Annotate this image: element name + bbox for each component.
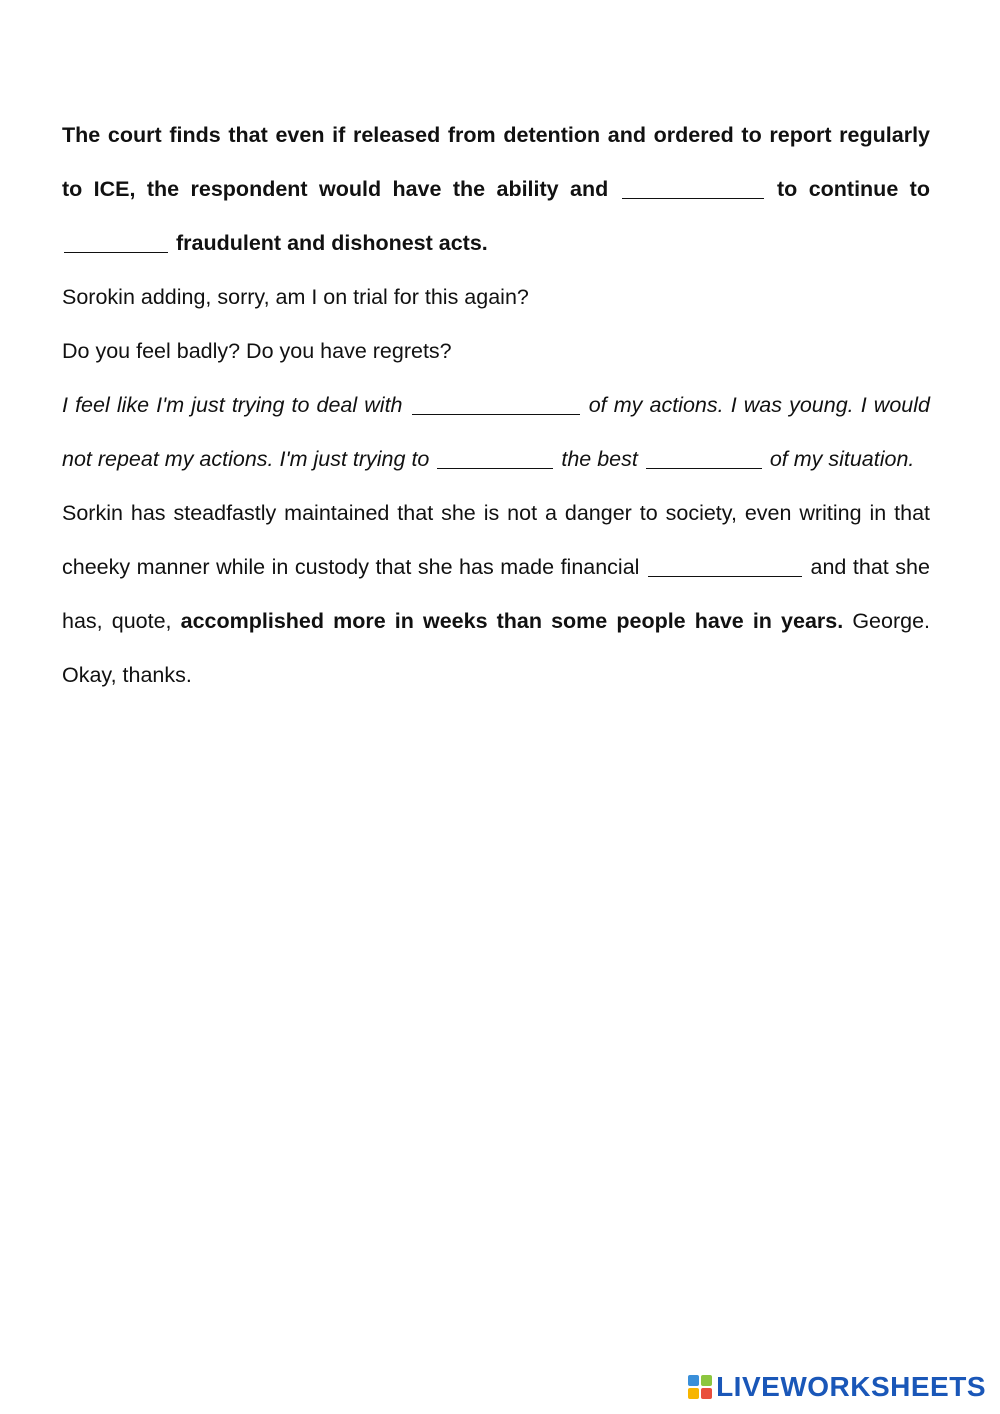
maintained-bold-quote: accomplished more in weeks than some people have in years. — [180, 609, 844, 633]
blank-financial-input[interactable] — [648, 559, 802, 577]
court-finding-text-3: fraudulent and dishonest acts. — [175, 231, 488, 255]
answer-text-1: I feel like I'm just trying to deal with — [62, 393, 403, 417]
paragraph-court-finding — [62, 108, 930, 270]
liveworksheets-brand-name: LIVEWORKSHEETS — [716, 1371, 986, 1402]
maintained-text-1: Sorkin has steadfastly maintained that she is not a danger to society, even writing in that cheeky manner while in custody that she has made financial — [62, 501, 930, 579]
blank-deal-with-input[interactable] — [412, 397, 580, 415]
answer-text-2: of my actions. I was young. I would not repeat my actions. I'm just trying to — [62, 393, 930, 471]
logo-square-2 — [701, 1375, 712, 1386]
answer-text-4: of my situation. — [769, 447, 915, 471]
logo-square-3 — [688, 1388, 699, 1399]
maintained-text-2: and that she has, quote, — [62, 555, 930, 633]
logo-square-1 — [688, 1375, 699, 1386]
paragraph-sorkin-maintained — [62, 486, 930, 702]
answer-text-3: the best — [561, 447, 638, 471]
paragraph-question: Do you feel badly? Do you have regrets? — [62, 339, 452, 363]
blank-continue-input[interactable] — [64, 235, 168, 253]
court-finding-text-1: The court finds that even if released from detention and ordered to report regularly to ICE, the respondent would have the ability and — [62, 123, 930, 201]
paragraph-sorokin-answer — [62, 378, 930, 486]
blank-best-input[interactable] — [646, 451, 762, 469]
court-finding-text-2: to continue to — [777, 177, 930, 201]
liveworksheets-logo-icon — [688, 1375, 712, 1399]
worksheet-page — [62, 108, 930, 702]
logo-square-4 — [701, 1388, 712, 1399]
paragraph-sorokin-adding: Sorokin adding, sorry, am I on trial for this again? — [62, 285, 529, 309]
blank-trying-to-input[interactable] — [437, 451, 553, 469]
maintained-text-3: George. Okay, thanks. — [62, 609, 931, 687]
blank-ability-input[interactable] — [622, 181, 764, 199]
liveworksheets-brand — [688, 1372, 986, 1402]
